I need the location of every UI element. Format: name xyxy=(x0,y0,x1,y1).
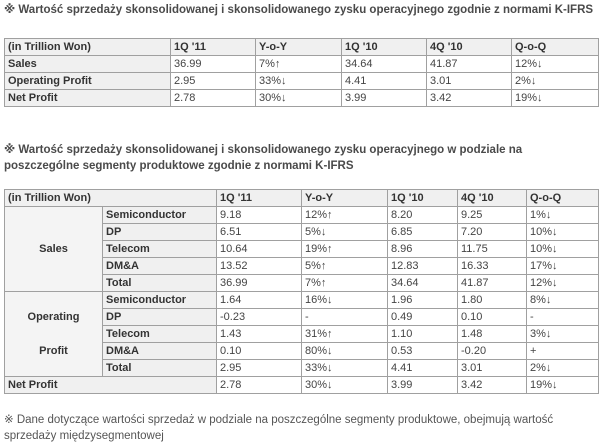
table-cell: 7%↑ xyxy=(302,275,388,292)
segment-label: DP xyxy=(103,309,217,326)
table-row xyxy=(5,90,599,107)
group-label-sales: Sales xyxy=(5,207,103,292)
table-cell: 1.64 xyxy=(217,292,302,309)
table-cell: 19%↑ xyxy=(302,241,388,258)
table-cell: 10%↓ xyxy=(527,241,599,258)
table-cell: - xyxy=(302,309,388,326)
table-cell: 36.99 xyxy=(171,56,256,73)
header-cell: 1Q '11 xyxy=(217,190,302,207)
table-cell: 7%↑ xyxy=(256,56,342,73)
header-cell: 1Q '10 xyxy=(342,39,427,56)
table-cell: 1.96 xyxy=(388,292,458,309)
table-cell: 1.48 xyxy=(458,326,527,343)
header-cell: 1Q '11 xyxy=(171,39,256,56)
group-label-operating-profit xyxy=(5,292,103,377)
table-cell: 3.99 xyxy=(388,377,458,394)
table-cell: 0.49 xyxy=(388,309,458,326)
table-cell: 8.20 xyxy=(388,207,458,224)
segment-label: DM&A xyxy=(103,343,217,360)
table-cell: 4.41 xyxy=(342,73,427,90)
table-cell: 1.80 xyxy=(458,292,527,309)
table-cell: 8%↓ xyxy=(527,292,599,309)
table-cell: 7.20 xyxy=(458,224,527,241)
segment-label: Total xyxy=(103,360,217,377)
table-cell: 34.64 xyxy=(388,275,458,292)
table-cell: 3.42 xyxy=(458,377,527,394)
row-label: Sales xyxy=(5,56,171,73)
segment-label: Semiconductor xyxy=(103,207,217,224)
header-cell: Y-o-Y xyxy=(256,39,342,56)
table-cell: 10.64 xyxy=(217,241,302,258)
table-cell: 4.41 xyxy=(388,360,458,377)
header-cell: (in Trillion Won) xyxy=(5,39,171,56)
table-row xyxy=(5,377,599,394)
table-cell: 33%↓ xyxy=(256,73,342,90)
table-cell: 2%↓ xyxy=(527,360,599,377)
table-cell: -0.23 xyxy=(217,309,302,326)
table-cell: 30%↓ xyxy=(302,377,388,394)
section-heading-segments: ※ Wartość sprzedaży skonsolidowanej i skonsolidowanego zysku operacyjnego w podziale na poszczególne segmenty produktowe zgodnie z normami K-IFRS xyxy=(4,144,523,172)
header-cell: 4Q '10 xyxy=(458,190,527,207)
table-cell: 12%↓ xyxy=(512,56,599,73)
table-row xyxy=(5,292,599,309)
table-cell: 6.85 xyxy=(388,224,458,241)
table-header-row xyxy=(5,39,599,56)
table-cell: 5%↓ xyxy=(302,224,388,241)
table-cell: 2.78 xyxy=(171,90,256,107)
segment-label: Total xyxy=(103,275,217,292)
table-cell: 9.18 xyxy=(217,207,302,224)
row-label: Net Profit xyxy=(5,377,217,394)
table-cell: 6.51 xyxy=(217,224,302,241)
segment-label: DP xyxy=(103,224,217,241)
table-cell: 8.96 xyxy=(388,241,458,258)
table-cell: 5%↑ xyxy=(302,258,388,275)
table-cell: 3.99 xyxy=(342,90,427,107)
row-label: Operating Profit xyxy=(5,73,171,90)
table-cell: + xyxy=(527,343,599,360)
segment-label: Semiconductor xyxy=(103,292,217,309)
table-cell: 33%↓ xyxy=(302,360,388,377)
table-row xyxy=(5,207,599,224)
table-cell: 12%↓ xyxy=(527,275,599,292)
table-cell: 36.99 xyxy=(217,275,302,292)
header-cell: Y-o-Y xyxy=(302,190,388,207)
segment-results-table xyxy=(4,189,599,394)
table-cell: 3%↓ xyxy=(527,326,599,343)
table-cell: 41.87 xyxy=(458,275,527,292)
table-cell: 2.95 xyxy=(217,360,302,377)
table-cell: 19%↓ xyxy=(527,377,599,394)
consolidated-results-table xyxy=(4,38,599,107)
table-cell: 0.53 xyxy=(388,343,458,360)
table-cell: 3.01 xyxy=(458,360,527,377)
table-row xyxy=(5,73,599,90)
table-cell: 17%↓ xyxy=(527,258,599,275)
footnote: ※ Dane dotyczące wartości sprzedaż w podziale na poszczególne segmenty produktowe, obejmują wartość sprzedaży międzysegmentowej xyxy=(4,414,554,442)
segment-label: DM&A xyxy=(103,258,217,275)
table-cell: 12%↑ xyxy=(302,207,388,224)
table-cell: - xyxy=(527,309,599,326)
table-cell: 1.43 xyxy=(217,326,302,343)
table-cell: 1%↓ xyxy=(527,207,599,224)
table-cell: 16.33 xyxy=(458,258,527,275)
header-cell: Q-o-Q xyxy=(512,39,599,56)
header-cell: Q-o-Q xyxy=(527,190,599,207)
table-cell: 30%↓ xyxy=(256,90,342,107)
table-cell: 2.78 xyxy=(217,377,302,394)
table-cell: 9.25 xyxy=(458,207,527,224)
table-row xyxy=(5,56,599,73)
table-header-row xyxy=(5,190,599,207)
table-cell: 0.10 xyxy=(217,343,302,360)
table-cell: 11.75 xyxy=(458,241,527,258)
header-cell: 1Q '10 xyxy=(388,190,458,207)
section-heading-consolidated: ※ Wartość sprzedaży skonsolidowanej i skonsolidowanego zysku operacyjnego zgodnie z normami K-IFRS xyxy=(4,4,594,16)
table-cell: 0.10 xyxy=(458,309,527,326)
group-label-line: Operating xyxy=(27,311,80,323)
table-cell: 3.01 xyxy=(427,73,512,90)
table-cell: 10%↓ xyxy=(527,224,599,241)
table-cell: 2.95 xyxy=(171,73,256,90)
table-cell: 31%↑ xyxy=(302,326,388,343)
table-cell: 16%↓ xyxy=(302,292,388,309)
table-cell: 34.64 xyxy=(342,56,427,73)
table-cell: 3.42 xyxy=(427,90,512,107)
table-cell: 41.87 xyxy=(427,56,512,73)
header-cell: (in Trillion Won) xyxy=(5,190,217,207)
table-cell: 13.52 xyxy=(217,258,302,275)
table-cell: 12.83 xyxy=(388,258,458,275)
row-label: Net Profit xyxy=(5,90,171,107)
segment-label: Telecom xyxy=(103,326,217,343)
table-cell: 19%↓ xyxy=(512,90,599,107)
group-label-line: Profit xyxy=(39,345,68,357)
header-cell: 4Q '10 xyxy=(427,39,512,56)
table-cell: -0.20 xyxy=(458,343,527,360)
segment-label: Telecom xyxy=(103,241,217,258)
table-cell: 80%↓ xyxy=(302,343,388,360)
table-cell: 2%↓ xyxy=(512,73,599,90)
table-cell: 1.10 xyxy=(388,326,458,343)
